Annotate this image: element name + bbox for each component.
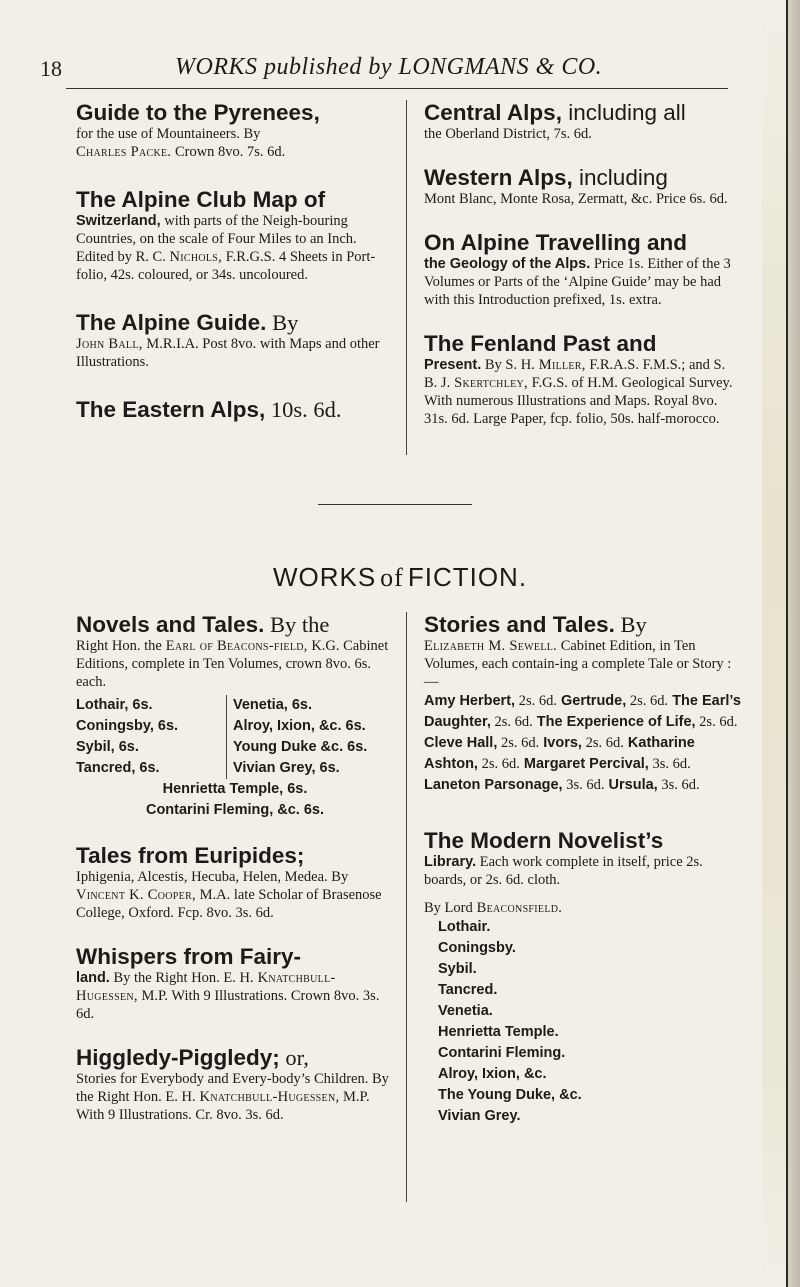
lower-right-column	[424, 612, 742, 1149]
list-item: Vivian Grey.	[438, 1108, 521, 1124]
entry-novels-and-tales	[76, 612, 394, 821]
list-item: Lothair.	[438, 919, 491, 935]
entry-body: Stories for Everybody and Every-body’s Children. By the Right Hon. E. H. Knatchbull-Hugessen, M.P. With 9 Illustrations. Cr. 8vo. 3s. 6d.	[76, 1071, 389, 1123]
list-item: Venetia.	[438, 1003, 493, 1019]
titles-row: Tancred, 6s. Vivian Grey, 6s.	[76, 758, 394, 779]
entry-title: The Alpine Club Map of	[76, 187, 326, 212]
section-heading: WORKS of FICTION.	[272, 562, 528, 592]
entry-title: The Eastern Alps, 10s. 6d.	[76, 397, 342, 422]
page-stain	[762, 0, 786, 1287]
entry-modern-novelists-library	[424, 828, 742, 1127]
entry-title: On Alpine Travelling and	[424, 230, 687, 255]
list-item: Henrietta Temple.	[438, 1024, 559, 1040]
entry-title: The Alpine Guide. By	[76, 310, 299, 335]
entry-body: the Geology of the Alps. Price 1s. Either of the 3 Volumes or Parts of the ‘Alpine Guide’ may be had with this Introduction prefixed, 1s. extra.	[424, 256, 731, 308]
entry-eastern-alps	[76, 397, 394, 422]
entry-title: Stories and Tales. By	[424, 612, 647, 637]
page-edge	[786, 0, 800, 1287]
titles-row: Sybil, 6s. Young Duke &c. 6s.	[76, 737, 394, 758]
list-item: Contarini Fleming.	[438, 1045, 566, 1061]
entry-body: Present. By S. H. Miller, F.R.A.S. F.M.S.; and S. B. J. Skertchley, F.G.S. of H.M. Geological Survey. With numerous Illustrations and Maps. Royal 8vo. 31s. 6d. Large Paper, fcp. folio, 50s. half-morocco.	[424, 357, 733, 427]
list-item: Alroy, Ixion, &c.	[438, 1066, 547, 1082]
entry-body: John Ball, M.R.I.A. Post 8vo. with Maps and other Illustrations.	[76, 336, 380, 370]
title-list	[424, 917, 742, 1127]
entry-higgledy-piggledy	[76, 1045, 394, 1124]
page-number: 18	[40, 56, 62, 81]
entry-alpine-club-map	[76, 187, 394, 284]
list-item: The Young Duke, &c.	[438, 1087, 582, 1103]
entry-central-alps	[424, 100, 742, 143]
stories-list: Amy Herbert, 2s. 6d. Gertrude, 2s. 6d. The Earl’s Daughter, 2s. 6d. The Experience of Life, 2s. 6d. Cleve Hall, 2s. 6d. Ivors, 2s. 6d. Katharine Ashton, 2s. 6d. Margaret Percival, 3s. 6d. Laneton Parsonage, 3s. 6d. Ursula, 3s. 6d.	[424, 693, 741, 793]
entry-title: Novels and Tales. By the	[76, 612, 330, 637]
upper-right-column	[424, 100, 742, 450]
titles-row: Coningsby, 6s. Alroy, Ixion, &c. 6s.	[76, 716, 394, 737]
titles-centered: Contarini Fleming, &c. 6s.	[145, 802, 325, 818]
column-divider	[406, 100, 407, 455]
entry-stories-and-tales	[424, 612, 742, 796]
entry-body: Right Hon. the Earl of Beacons-field, K.G. Cabinet Editions, complete in Ten Volumes, crown 8vo. 6s. each.	[76, 638, 389, 690]
entry-title: Whispers from Fairy-	[76, 944, 302, 969]
lower-left-column	[76, 612, 394, 1146]
entry-western-alps	[424, 165, 742, 208]
entry-body: Library. Each work complete in itself, price 2s. boards, or 2s. 6d. cloth.	[424, 854, 703, 888]
entry-title: The Modern Novelist’s	[424, 828, 664, 853]
entry-body: Iphigenia, Alcestis, Hecuba, Helen, Medea. By Vincent K. Cooper, M.A. late Scholar of Brasenose College, Oxford. Fcp. 8vo. 3s. 6d.	[76, 869, 382, 921]
entry-body: the Oberland District, 7s. 6d.	[424, 126, 592, 142]
section-rule	[318, 504, 472, 505]
entry-alpine-guide	[76, 310, 394, 371]
entry-title: Tales from Euripides;	[76, 843, 305, 868]
entry-body: Elizabeth M. Sewell. Cabinet Edition, in Ten Volumes, each contain-ing a complete Tale or Story :—	[424, 638, 732, 690]
entry-body: Mont Blanc, Monte Rosa, Zermatt, &c. Price 6s. 6d.	[424, 191, 728, 207]
entry-byline: By Lord Beaconsfield.	[424, 900, 563, 916]
running-title: WORKS published by LONGMANS & CO.	[175, 54, 603, 80]
list-item: Tancred.	[438, 982, 498, 998]
column-divider	[406, 612, 407, 1202]
page-edge-line	[786, 0, 788, 1287]
titles-table	[76, 695, 394, 821]
entry-fenland	[424, 331, 742, 428]
entry-pyrenees	[76, 100, 394, 161]
entry-body: for the use of Mountaineers. By Charles Packe. Crown 8vo. 7s. 6d.	[76, 126, 286, 160]
entry-euripides	[76, 843, 394, 922]
page-header	[40, 52, 740, 82]
list-item: Sybil.	[438, 961, 477, 977]
upper-left-column	[76, 100, 394, 444]
entry-title: Guide to the Pyrenees,	[76, 100, 320, 125]
entry-title: Higgledy-Piggledy; or,	[76, 1045, 309, 1070]
entry-body: Switzerland, with parts of the Neigh-bouring Countries, on the scale of Four Miles to an Inch. Edited by R. C. Nichols, F.R.G.S. 4 Sheets in Port-folio, 42s. coloured, or 34s. uncoloured.	[76, 213, 376, 283]
entry-whispers	[76, 944, 394, 1023]
entry-alpine-travelling	[424, 230, 742, 309]
entry-title: The Fenland Past and	[424, 331, 657, 356]
entry-body: land. By the Right Hon. E. H. Knatchbull-Hugessen, M.P. With 9 Illustrations. Crown 8vo. 3s. 6d.	[76, 970, 380, 1022]
titles-centered: Henrietta Temple, 6s.	[162, 781, 308, 797]
entry-title: Central Alps, including all	[424, 100, 686, 125]
list-item: Coningsby.	[438, 940, 516, 956]
titles-row: Lothair, 6s. Venetia, 6s.	[76, 695, 394, 716]
header-rule	[66, 88, 728, 89]
entry-title: Western Alps, including	[424, 165, 668, 190]
